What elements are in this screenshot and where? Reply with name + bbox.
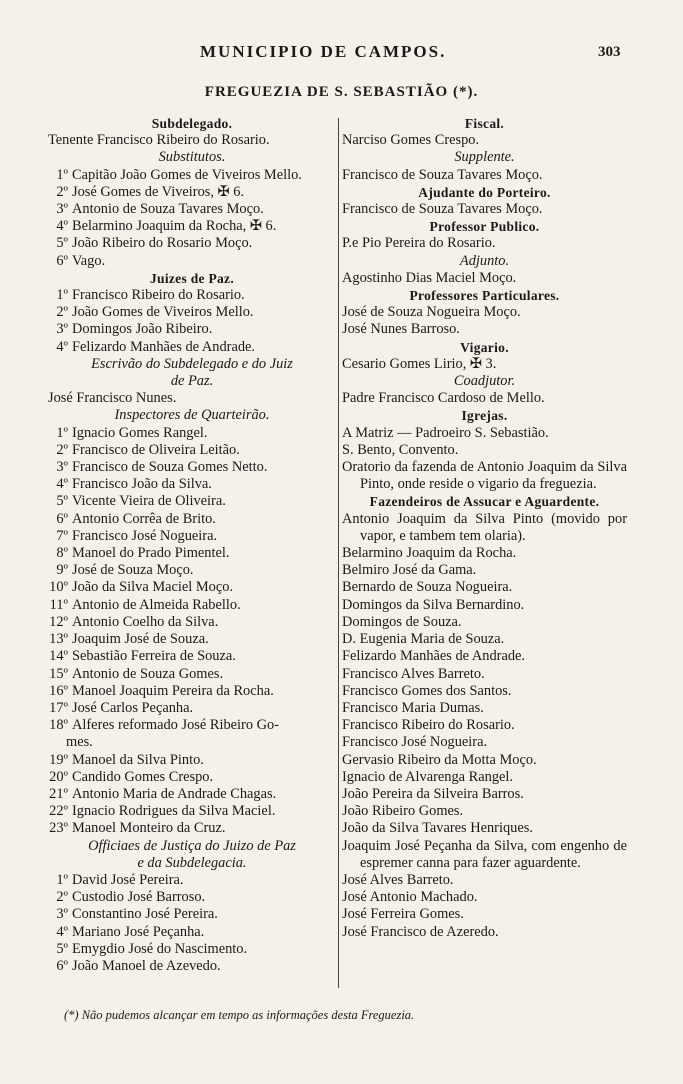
fazendeiros-last-list <box>342 872 627 941</box>
item-text: Sebastião Ferreira de Souza. <box>72 648 236 665</box>
item-text: Antonio de Almeida Rabello. <box>72 596 241 613</box>
particulares-heading: Professores Particulares. <box>409 288 560 304</box>
fazendeiros-first-entry: Antonio Joaquim da Silva Pinto (movido por vapor, e tambem tem olaria). <box>342 510 627 544</box>
list-item <box>48 235 336 252</box>
item-text: Manoel da Silva Pinto. <box>72 751 204 768</box>
escrivao-name: José Francisco Nunes. <box>48 390 177 407</box>
list-item <box>48 304 336 321</box>
item-number: 19º <box>49 751 68 768</box>
list-item <box>48 906 336 923</box>
item-number: 1º <box>56 424 68 441</box>
item-number: 23º <box>49 820 68 837</box>
fazendeiros-list <box>342 545 627 837</box>
item-text: Felizardo Manhães de Andrade. <box>72 338 256 355</box>
list-item: José Francisco de Azeredo. <box>342 923 499 940</box>
list-item <box>48 511 336 528</box>
item-number: 6º <box>56 957 68 974</box>
list-item <box>48 579 336 596</box>
list-item <box>48 924 336 941</box>
item-text: Vago. <box>72 252 106 269</box>
list-item <box>48 752 336 769</box>
list-item <box>48 287 336 304</box>
item-number: 3º <box>56 459 68 476</box>
list-item: Belmiro José da Gama. <box>342 562 477 579</box>
item-number: 9º <box>56 562 68 579</box>
list-item: Domingos da Silva Bernardino. <box>342 596 525 613</box>
list-item <box>48 321 336 338</box>
list-item: D. Eugenia Maria de Souza. <box>342 631 505 648</box>
item-number: 13º <box>49 631 68 648</box>
list-item <box>48 717 336 734</box>
item-number: 3º <box>56 906 68 923</box>
item-text: Francisco João da Silva. <box>72 476 212 493</box>
list-item <box>48 253 336 270</box>
item-text: Antonio de Souza Tavares Moço. <box>72 201 264 218</box>
list-item <box>48 459 336 476</box>
list-item: José Nunes Barroso. <box>342 321 460 338</box>
item-text: Constantino José Pereira. <box>72 906 218 923</box>
item-text: João Ribeiro do Rosario Moço. <box>72 235 253 252</box>
juizes-heading: Juizes de Paz. <box>149 270 235 286</box>
item-text: Manoel do Prado Pimentel. <box>72 545 230 562</box>
item-text: mes. <box>66 734 93 751</box>
list-item <box>48 545 336 562</box>
item-number: 18º <box>49 717 68 734</box>
list-item <box>48 769 336 786</box>
item-text: João da Silva Maciel Moço. <box>72 579 234 596</box>
substitutos-list <box>48 167 336 270</box>
item-text: José Gomes de Viveiros, ✠ 6. <box>72 183 245 200</box>
item-number: 14º <box>49 648 68 665</box>
item-number: 2º <box>56 441 68 458</box>
list-item: Francisco José Nogueira. <box>342 734 488 751</box>
list-item <box>48 666 336 683</box>
list-item <box>48 201 336 218</box>
officiaes-heading-line1: Officiaes de Justiça do Juizo de Paz <box>88 837 296 854</box>
list-item: Francisco Alves Barreto. <box>342 665 485 682</box>
ajudante-heading: Ajudante do Porteiro. <box>418 184 551 200</box>
coadjutor-heading: Coadjutor. <box>453 373 516 390</box>
list-item <box>48 683 336 700</box>
item-number: 21º <box>49 785 68 802</box>
particulares-list <box>342 304 627 338</box>
item-number: 1º <box>56 871 68 888</box>
list-item <box>48 442 336 459</box>
item-text: Ignacio Rodrigues da Silva Maciel. <box>72 803 276 820</box>
vigario-heading: Vigario. <box>460 339 509 355</box>
list-item <box>48 597 336 614</box>
inspectores-heading: Inspectores de Quarteirão. <box>114 407 270 424</box>
running-title: MUNICIPIO DE CAMPOS. <box>200 42 447 61</box>
coadjutor-name: Padre Francisco Cardoso de Mello. <box>342 390 545 407</box>
list-item: Francisco Maria Dumas. <box>342 699 484 716</box>
list-item <box>48 958 336 975</box>
item-number: 7º <box>56 527 68 544</box>
item-number: 1º <box>56 166 68 183</box>
item-number: 2º <box>56 889 68 906</box>
professor-name: P.e Pio Pereira do Rosario. <box>342 235 496 252</box>
item-number: 5º <box>56 235 68 252</box>
adjunto-name: Agostinho Dias Maciel Moço. <box>342 269 517 286</box>
adjunto-heading: Adjunto. <box>459 252 510 269</box>
item-text: Joaquim José de Souza. <box>72 631 209 648</box>
list-item: João Pereira da Silveira Barros. <box>342 785 524 802</box>
item-text: João Gomes de Viveiros Mello. <box>72 304 254 321</box>
list-item <box>48 786 336 803</box>
item-text: José de Souza Moço. <box>72 562 194 579</box>
item-number: 3º <box>56 201 68 218</box>
item-text: David José Pereira. <box>72 871 184 888</box>
item-number: 11º <box>49 596 68 613</box>
running-header <box>0 42 683 66</box>
item-text: Ignacio Gomes Rangel. <box>72 424 208 441</box>
item-text: Francisco José Nogueira. <box>72 527 218 544</box>
list-item <box>48 700 336 717</box>
list-item <box>48 562 336 579</box>
item-number: 4º <box>56 476 68 493</box>
officiaes-heading-line2: e da Subdelegacia. <box>137 854 247 871</box>
item-text: Belarmino Joaquim da Rocha, ✠ 6. <box>72 218 277 235</box>
list-item <box>48 184 336 201</box>
item-text: Francisco Ribeiro do Rosario. <box>72 287 245 304</box>
item-text: Candido Gomes Crespo. <box>72 768 214 785</box>
substitutos-heading: Substitutos. <box>158 149 226 166</box>
fazendeiros-joaquim-entry: Joaquim José Peçanha da Silva, com engenho de espremer canna para fazer aguardente. <box>342 837 627 871</box>
fiscal-heading: Fiscal. <box>464 116 505 131</box>
item-number: 4º <box>56 923 68 940</box>
list-item <box>48 941 336 958</box>
footnote: (*) Não pudemos alcançar em tempo as informações desta Freguezia. <box>64 1008 415 1022</box>
vigario-name: Cesario Gomes Lirio, ✠ 3. <box>342 355 497 372</box>
item-text: José Carlos Peçanha. <box>72 699 194 716</box>
list-item <box>48 493 336 510</box>
list-item: Gervasio Ribeiro da Motta Moço. <box>342 751 537 768</box>
list-item <box>48 218 336 235</box>
list-item <box>48 528 336 545</box>
item-text: João Manoel de Azevedo. <box>72 957 221 974</box>
item-number: 6º <box>56 510 68 527</box>
list-item: José de Souza Nogueira Moço. <box>342 304 521 321</box>
item-number: 5º <box>56 940 68 957</box>
list-item: Felizardo Manhães de Andrade. <box>342 648 526 665</box>
item-number: 17º <box>49 699 68 716</box>
list-item: José Ferreira Gomes. <box>342 906 464 923</box>
item-text: Antonio Maria de Andrade Chagas. <box>72 785 277 802</box>
item-text: Antonio Coelho da Silva. <box>72 613 219 630</box>
item-text: Vicente Vieira de Oliveira. <box>72 493 226 510</box>
list-item <box>48 614 336 631</box>
right-column <box>342 115 627 941</box>
item-number: 12º <box>49 613 68 630</box>
item-text: Francisco de Souza Gomes Netto. <box>72 459 268 476</box>
juizes-list <box>48 287 336 356</box>
item-text: Capitão João Gomes de Viveiros Mello. <box>72 166 302 183</box>
item-number: 5º <box>56 493 68 510</box>
escrivao-heading-line1: Escrivão do Subdelegado e do Juiz <box>91 355 293 372</box>
item-text: Francisco de Oliveira Leitão. <box>72 441 240 458</box>
ajudante-name: Francisco de Souza Tavares Moço. <box>342 201 543 218</box>
item-text: Emygdio José do Nascimento. <box>72 940 248 957</box>
list-item: S. Bento, Convento. <box>342 441 459 458</box>
section-title: FREGUEZIA DE S. SEBASTIÃO (*). <box>204 84 479 100</box>
igrejas-list <box>342 425 627 459</box>
list-item: João Ribeiro Gomes. <box>342 803 464 820</box>
item-number: 16º <box>49 682 68 699</box>
subdelegado-name: Tenente Francisco Ribeiro do Rosario. <box>48 132 270 149</box>
page-number: 303 <box>598 44 621 60</box>
professor-heading: Professor Publico. <box>429 219 540 235</box>
item-number: 1º <box>56 287 68 304</box>
fiscal-name: Narciso Gomes Crespo. <box>342 132 480 149</box>
list-item: A Matriz — Padroeiro S. Sebastião. <box>342 424 549 441</box>
item-number: 22º <box>49 803 68 820</box>
list-item: Belarmino Joaquim da Rocha. <box>342 545 517 562</box>
list-item <box>48 820 336 837</box>
item-number: 2º <box>56 183 68 200</box>
list-item: Francisco Ribeiro do Rosario. <box>342 717 515 734</box>
oratorio-entry: Oratorio da fazenda de Antonio Joaquim da Silva Pinto, onde reside o vigario da freguezia. <box>342 459 627 493</box>
list-item: Domingos de Souza. <box>342 613 462 630</box>
item-text: Manoel Joaquim Pereira da Rocha. <box>72 682 274 699</box>
subdelegado-heading: Subdelegado. <box>151 116 233 131</box>
list-item <box>48 889 336 906</box>
list-item: Francisco Gomes dos Santos. <box>342 682 512 699</box>
item-text: Custodio José Barroso. <box>72 889 206 906</box>
list-item <box>48 167 336 184</box>
item-number: 15º <box>49 665 68 682</box>
item-text: Alferes reformado José Ribeiro Go- <box>72 717 279 734</box>
left-column <box>48 115 336 975</box>
supplente-heading: Supplente. <box>454 149 515 166</box>
item-text: Antonio de Souza Gomes. <box>72 665 224 682</box>
list-item: Bernardo de Souza Nogueira. <box>342 579 513 596</box>
item-number: 10º <box>49 579 68 596</box>
item-text: Antonio Corrêa de Brito. <box>72 510 216 527</box>
item-number: 3º <box>56 321 68 338</box>
list-item <box>48 425 336 442</box>
item-number: 4º <box>56 338 68 355</box>
list-item <box>48 476 336 493</box>
item-number: 20º <box>49 768 68 785</box>
item-number: 4º <box>56 218 68 235</box>
list-item <box>48 803 336 820</box>
igrejas-heading: Igrejas. <box>461 408 508 424</box>
item-text: Manoel Monteiro da Cruz. <box>72 820 226 837</box>
item-text: Domingos João Ribeiro. <box>72 321 213 338</box>
list-item: José Alves Barreto. <box>342 871 454 888</box>
officiaes-list <box>48 872 336 975</box>
list-item <box>48 648 336 665</box>
escrivao-heading-line2: de Paz. <box>170 373 214 390</box>
list-item <box>48 734 336 751</box>
list-item <box>48 631 336 648</box>
item-number: 2º <box>56 304 68 321</box>
list-item <box>48 339 336 356</box>
list-item: Ignacio de Alvarenga Rangel. <box>342 768 514 785</box>
supplente-name: Francisco de Souza Tavares Moço. <box>342 166 543 183</box>
list-item: João da Silva Tavares Henriques. <box>342 820 533 837</box>
column-divider <box>338 118 339 988</box>
inspectores-list <box>48 425 336 838</box>
item-number: 6º <box>56 252 68 269</box>
list-item <box>48 872 336 889</box>
item-text: Mariano José Peçanha. <box>72 923 205 940</box>
fazendeiros-heading: Fazendeiros de Assucar e Aguardente. <box>369 494 600 510</box>
list-item: José Antonio Machado. <box>342 889 478 906</box>
item-number: 8º <box>56 545 68 562</box>
